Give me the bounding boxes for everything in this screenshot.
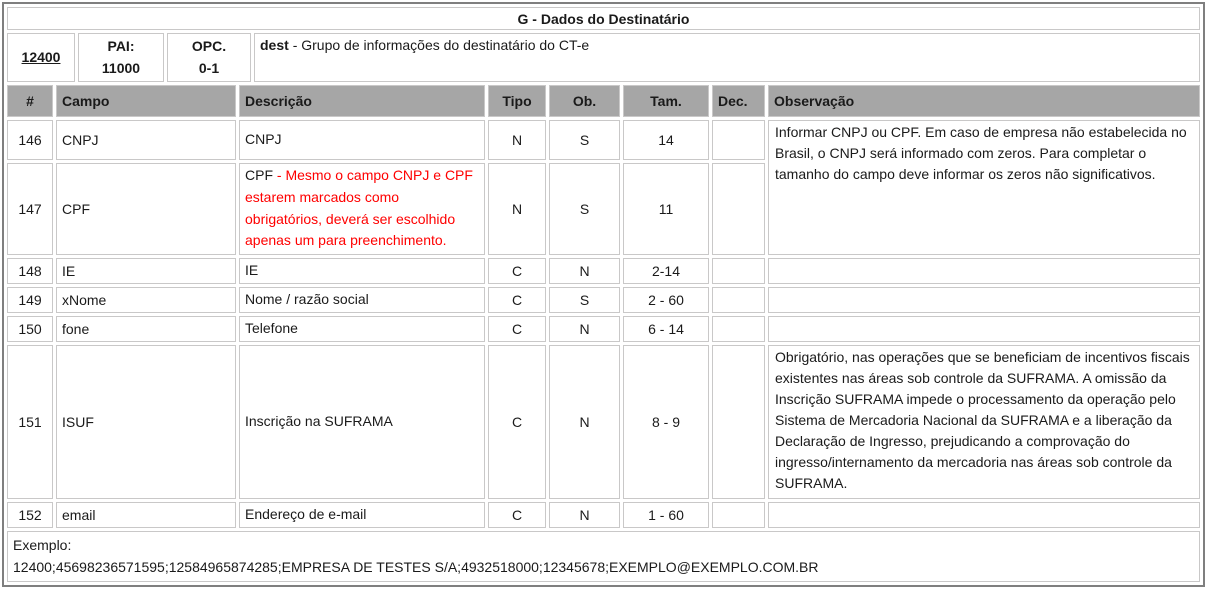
tam-cell: 2 - 60 <box>623 287 709 313</box>
descricao-cell <box>239 120 485 160</box>
observacao-cell <box>768 316 1200 342</box>
ob-cell: S <box>549 163 620 255</box>
num-cell: 149 <box>7 287 53 313</box>
campo-cell: fone <box>56 316 236 342</box>
descricao-text: Endereço de e-mail <box>245 505 367 522</box>
field-row-151 <box>7 345 1200 499</box>
column-header-row <box>7 85 1200 117</box>
observacao-cell: Obrigatório, nas operações que se beneficiam de incentivos fiscais existentes nas áreas sob controle da SUFRAMA. A omissão da Inscrição SUFRAMA impede o processamento da operação pelo Sistema de Mercadoria Nacional da SUFRAMA e a liberação da Declaração de Ingresso, prejudicando a comprovação do ingresso/internamento da mercadoria nas áreas sob controle da SUFRAMA. <box>768 345 1200 499</box>
tipo-cell: C <box>488 258 546 284</box>
dec-cell <box>712 345 765 499</box>
group-description-cell <box>254 33 1200 82</box>
descricao-cell <box>239 345 485 499</box>
pai-value: 11000 <box>101 60 141 77</box>
num-cell: 152 <box>7 502 53 528</box>
pai-label: PAI: <box>107 38 135 54</box>
column-header-tam: Tam. <box>623 85 709 117</box>
descricao-cell <box>239 287 485 313</box>
tipo-cell: C <box>488 316 546 342</box>
field-row-150 <box>7 316 1200 342</box>
group-id-link[interactable]: 12400 <box>21 49 61 66</box>
tam-cell: 14 <box>623 120 709 160</box>
tipo-cell: N <box>488 120 546 160</box>
group-tag: dest <box>260 37 289 53</box>
group-id-cell <box>7 33 75 82</box>
descricao-text: Nome / razão social <box>245 290 369 307</box>
ob-cell: N <box>549 258 620 284</box>
section-title-row <box>7 7 1200 30</box>
descricao-cell <box>239 258 485 284</box>
column-header-observacao: Observação <box>768 85 1200 117</box>
ob-cell: S <box>549 120 620 160</box>
opc-value: 0-1 <box>198 60 220 77</box>
observacao-cell <box>768 287 1200 313</box>
example-label: Exemplo: <box>13 536 72 553</box>
observacao-cell: Informar CNPJ ou CPF. Em caso de empresa não estabelecida no Brasil, o CNPJ será informado com zeros. Para completar o tamanho do campo deve informar os zeros não significativos. <box>768 120 1200 255</box>
dec-cell <box>712 287 765 313</box>
example-value: 12400;45698236571595;12584965874285;EMPRESA DE TESTES S/A;4932518000;12345678;EXEMPLO@EXEMPLO.COM.BR <box>13 559 819 576</box>
pai-cell <box>78 33 164 82</box>
num-cell: 147 <box>7 163 53 255</box>
descricao-text: Inscrição na SUFRAMA <box>245 412 393 429</box>
observacao-cell <box>768 258 1200 284</box>
group-description: - Grupo de informações do destinatário do CT-e <box>292 37 590 53</box>
tipo-cell: N <box>488 163 546 255</box>
group-meta-row <box>7 33 1200 82</box>
dec-cell <box>712 120 765 160</box>
column-header-dec: Dec. <box>712 85 765 117</box>
campo-cell: IE <box>56 258 236 284</box>
column-header-ob: Ob. <box>549 85 620 117</box>
num-cell: 150 <box>7 316 53 342</box>
tipo-cell: C <box>488 345 546 499</box>
descricao-warning-text: - Mesmo o campo CNPJ e CPF estarem marcados como obrigatórios, deverá ser escolhido apenas um para preenchimento. <box>245 167 473 249</box>
descricao-text: CNPJ <box>245 130 282 147</box>
ob-cell: N <box>549 502 620 528</box>
dec-cell <box>712 316 765 342</box>
spec-document <box>2 2 1205 587</box>
tam-cell: 11 <box>623 163 709 255</box>
dec-cell <box>712 163 765 255</box>
tam-cell: 2-14 <box>623 258 709 284</box>
tam-cell: 8 - 9 <box>623 345 709 499</box>
header-section <box>4 4 1203 85</box>
column-header-descricao: Descrição <box>239 85 485 117</box>
campo-cell: CPF <box>56 163 236 255</box>
ob-cell: S <box>549 287 620 313</box>
tipo-cell: C <box>488 287 546 313</box>
field-row-152 <box>7 502 1200 528</box>
descricao-text: Telefone <box>245 319 298 336</box>
field-row-148 <box>7 258 1200 284</box>
field-row-149 <box>7 287 1200 313</box>
descricao-text: IE <box>245 261 259 278</box>
section-title: G - Dados do Destinatário <box>7 7 1200 30</box>
ob-cell: N <box>549 345 620 499</box>
dec-cell <box>712 258 765 284</box>
num-cell: 151 <box>7 345 53 499</box>
tam-cell: 1 - 60 <box>623 502 709 528</box>
observacao-cell <box>768 502 1200 528</box>
opc-cell <box>167 33 251 82</box>
num-cell: 148 <box>7 258 53 284</box>
campo-cell: xNome <box>56 287 236 313</box>
dec-cell <box>712 502 765 528</box>
column-header-campo: Campo <box>56 85 236 117</box>
footer-section <box>4 528 1203 585</box>
example-row <box>7 531 1200 582</box>
column-header-tipo: Tipo <box>488 85 546 117</box>
fields-table <box>4 82 1203 531</box>
tam-cell: 6 - 14 <box>623 316 709 342</box>
campo-cell: CNPJ <box>56 120 236 160</box>
campo-cell: email <box>56 502 236 528</box>
descricao-text: CPF <box>245 167 273 184</box>
column-header-num: # <box>7 85 53 117</box>
ob-cell: N <box>549 316 620 342</box>
field-row-146 <box>7 120 1200 160</box>
campo-cell: ISUF <box>56 345 236 499</box>
descricao-cell <box>239 163 485 255</box>
example-cell <box>7 531 1200 582</box>
tipo-cell: C <box>488 502 546 528</box>
opc-label: OPC. <box>191 38 227 54</box>
num-cell: 146 <box>7 120 53 160</box>
fields-table-body <box>7 85 1200 528</box>
descricao-cell <box>239 502 485 528</box>
descricao-cell <box>239 316 485 342</box>
